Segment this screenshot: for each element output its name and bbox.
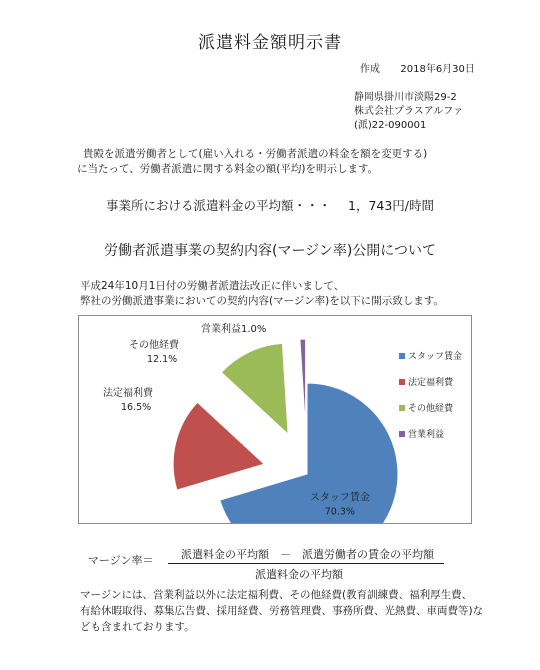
legend-swatch-1 — [399, 379, 405, 385]
pie-label-value-2: 12.1% — [147, 354, 178, 365]
margin-pie-chart — [78, 315, 472, 524]
legend-label-1: 法定福利費 — [408, 378, 454, 388]
average-fee-label: 事業所における派遣料金の平均額・・・ — [106, 198, 332, 213]
pie-slice-2 — [221, 343, 288, 434]
average-fee-value: 1，743円/時間 — [348, 198, 435, 213]
margin-intro-line-2: 弊社の労働派遣事業においての契約内容(マージン率)を以下に開示致します。 — [80, 295, 444, 307]
pie-label-value-0: 70.3% — [324, 506, 355, 518]
pie-label-value-1: 16.5% — [121, 402, 152, 413]
date-label: 作成 — [360, 64, 380, 75]
legend-item-0 — [399, 351, 462, 363]
legend-label-2: その他経費 — [408, 404, 454, 414]
legend-swatch-2 — [399, 405, 405, 411]
margin-section-heading: 労働者派遣事業の契約内容(マージン率)公開について — [103, 243, 436, 259]
margin-formula-label: マージン率＝ — [88, 554, 154, 567]
margin-formula-numerator: 派遣料金の平均額 － 派遣労働者の賃金の平均額 — [181, 548, 434, 561]
formula-fraction-bar — [168, 563, 444, 564]
license-number: (派)22-090001 — [354, 120, 427, 131]
pie-chart-svg — [79, 316, 471, 523]
pie-slice-1 — [173, 402, 264, 490]
company-name: 株式会社プラスアルファ — [354, 106, 464, 117]
footer-note-line-2: 有給休暇取得、募集広告費、採用経費、労務管理費、事務所費、光熱費、車両費等)な — [80, 605, 484, 617]
legend-item-2 — [399, 403, 453, 415]
footer-note-line-3: ども含まれております。 — [80, 621, 195, 633]
pie-label-category-0: スタッフ賃金 — [309, 492, 370, 504]
margin-intro-line-1: 平成24年10月1日付の労働者派遣法改正に伴いまして、 — [80, 280, 345, 292]
legend-swatch-3 — [399, 431, 405, 437]
pie-label-category-3: 営業利益1.0% — [201, 324, 267, 335]
creation-date — [360, 60, 475, 75]
pie-data-label-2 — [129, 338, 180, 365]
legend-swatch-0 — [399, 353, 405, 359]
date-value: 2018年6月30日 — [400, 64, 475, 75]
intro-line-2: に当たって、労働者派遣に関する料金の額(平均)を明示します。 — [77, 163, 379, 175]
pie-slice-3 — [300, 339, 306, 430]
legend-label-0: スタッフ賃金 — [408, 352, 463, 362]
footer-note-line-1: マージンには、営業利益以外に法定福利費、その他経費(教育訓練費、福利厚生費、 — [80, 589, 473, 601]
intro-line-1: 貴殿を派遣労働者として(雇い入れる・労働者派遣の料金を額を変更する) — [83, 148, 428, 160]
pie-label-category-1: 法定福利費 — [103, 388, 153, 399]
legend-item-1 — [399, 377, 453, 389]
pie-label-category-2: その他経費 — [129, 340, 179, 351]
document-title: 派遣料金額明示書 — [198, 33, 342, 53]
pie-data-label-1 — [103, 386, 154, 413]
legend-label-3: 営業利益 — [408, 430, 445, 440]
pie-data-label-3 — [201, 322, 266, 335]
legend-item-3 — [399, 429, 444, 441]
company-address: 静岡県掛川市淡陽29-2 — [354, 92, 457, 103]
margin-formula-denominator: 派遣料金の平均額 — [255, 568, 343, 581]
